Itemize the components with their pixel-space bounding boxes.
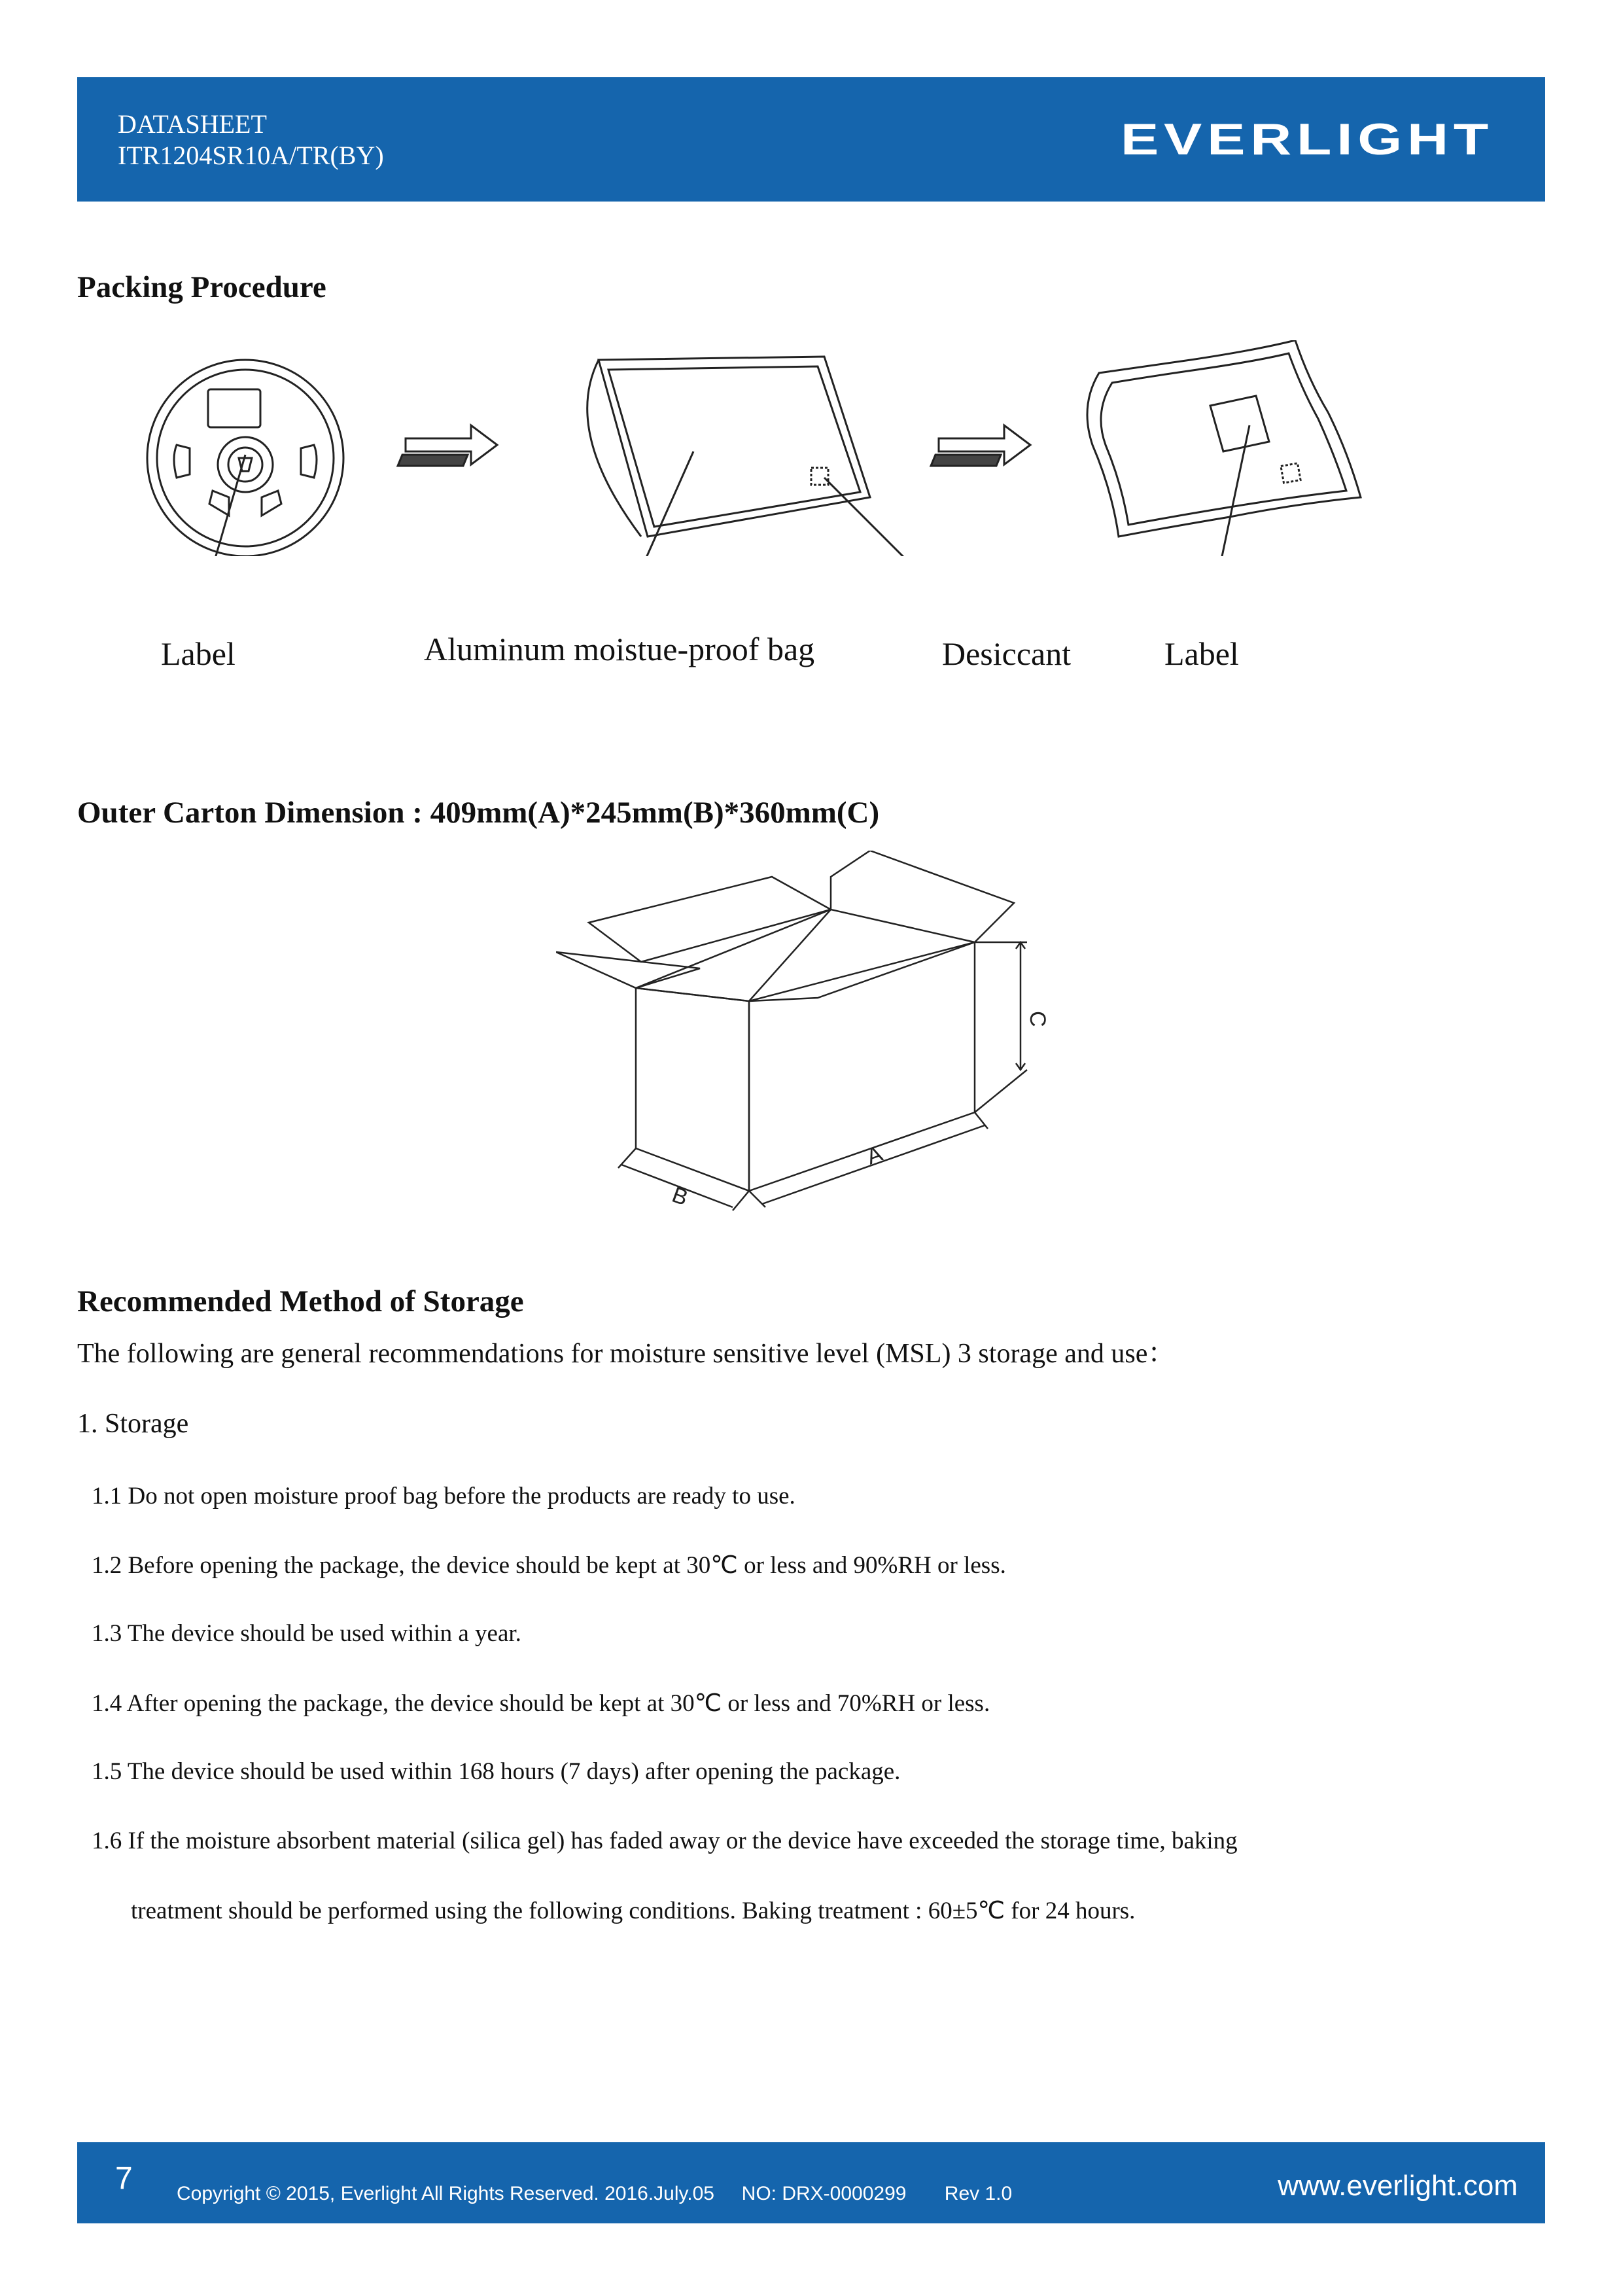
storage-heading: 1. Storage — [77, 1409, 189, 1439]
doc-type: DATASHEET — [118, 109, 267, 139]
aluminum-bag-icon — [587, 357, 975, 556]
reel-icon — [147, 360, 343, 556]
storage-item: 1.5 The device should be used within 168 hours (7 days) after opening the package. — [92, 1758, 901, 1785]
dim-a-label: A — [863, 1141, 886, 1170]
packing-title: Packing Procedure — [77, 270, 326, 304]
everlight-logo — [1117, 116, 1497, 162]
storage-item: 1.1 Do not open moisture proof bag before the products are ready to use. — [92, 1483, 795, 1510]
copyright-text: Copyright © 2015, Everlight All Rights Reserved. 2016.July.05 NO: DRX-0000299 Rev 1.0 — [177, 2183, 1013, 2204]
page-number: 7 — [115, 2161, 133, 2196]
storage-intro: The following are general recommendations for moisture sensitive level (MSL) 3 storage and use： — [77, 1339, 1176, 1369]
dim-c-label: C — [1025, 1011, 1050, 1027]
doc-info — [118, 109, 384, 171]
label-caption-left: Label — [161, 635, 236, 672]
packing-procedure-diagram — [131, 340, 1478, 556]
storage-item: 1.6 If the moisture absorbent material (silica gel) has faded away or the device have exceeded the storage time, baking — [92, 1828, 1238, 1854]
bag-caption: Aluminum moistue-proof bag — [424, 631, 815, 667]
storage-title: Recommended Method of Storage — [77, 1284, 524, 1318]
arrow-right-icon — [398, 425, 497, 466]
brand-text: EVERLIGHT — [1121, 116, 1493, 162]
dim-b-label: B — [669, 1182, 691, 1211]
storage-item: 1.2 Before opening the package, the device should be kept at 30℃ or less and 90%RH or less. — [92, 1552, 1006, 1579]
footer-banner — [77, 2142, 1545, 2223]
carton-diagram — [556, 851, 1073, 1217]
storage-item: 1.3 The device should be used within a year. — [92, 1620, 521, 1647]
storage-item: 1.4 After opening the package, the device should be kept at 30℃ or less and 70%RH or less. — [92, 1690, 990, 1717]
sealed-bag-icon — [1087, 340, 1361, 556]
arrow-right-icon — [931, 425, 1030, 466]
carton-box-icon — [556, 851, 1027, 1210]
part-number: ITR1204SR10A/TR(BY) — [118, 141, 384, 170]
label-caption-right: Label — [1164, 635, 1239, 672]
desiccant-caption: Desiccant — [942, 635, 1072, 672]
storage-item-continuation: treatment should be performed using the following conditions. Baking treatment : 60±5℃ for 24 hours. — [131, 1898, 1136, 1924]
website-link[interactable]: www.everlight.com — [1278, 2170, 1518, 2202]
carton-title: Outer Carton Dimension : 409mm(A)*245mm(B)*360mm(C) — [77, 796, 880, 830]
header-banner — [77, 77, 1545, 202]
